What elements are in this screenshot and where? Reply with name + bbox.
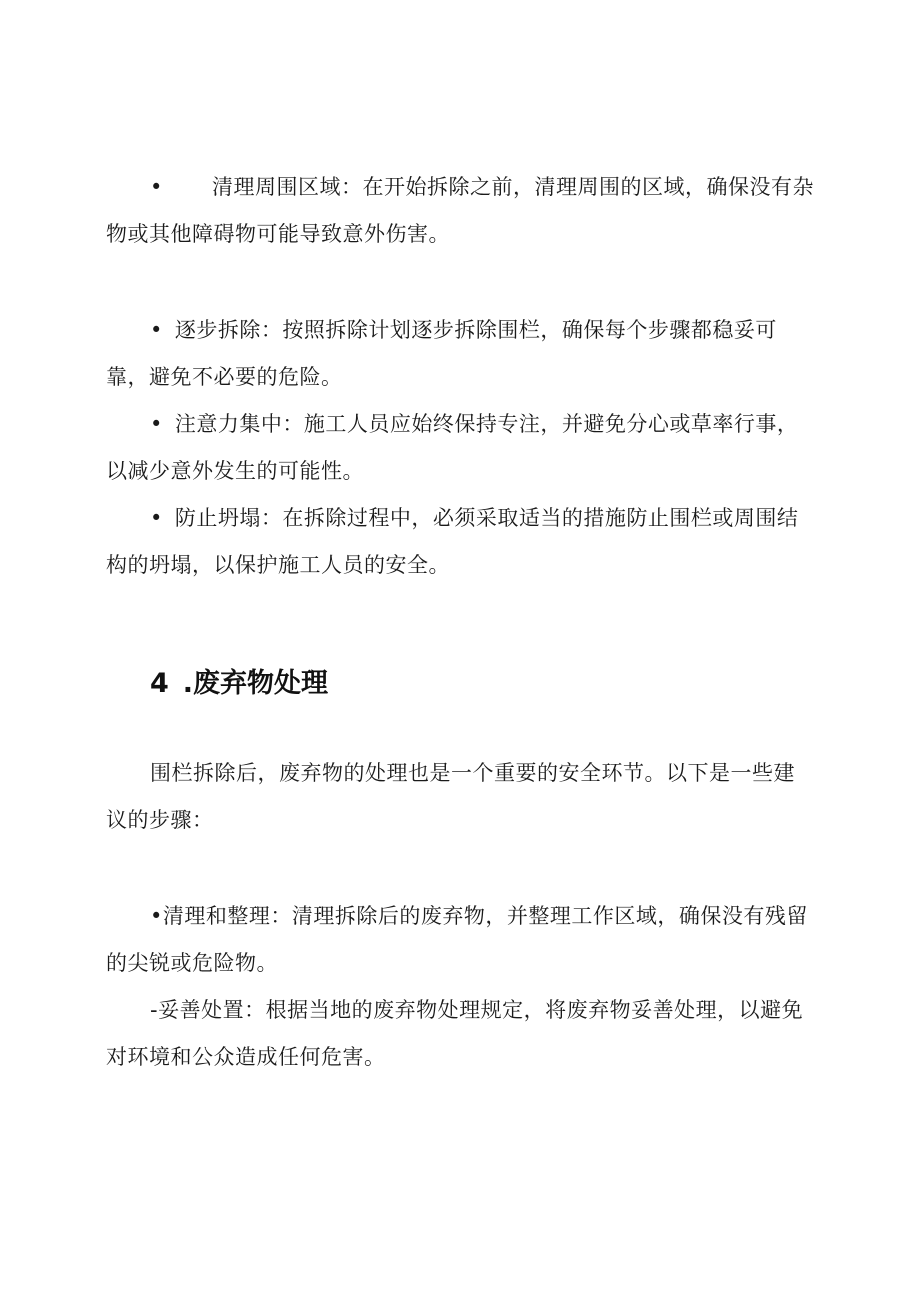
paragraph-text: 围栏拆除后，废弃物的处理也是一个重要的安全环节。以下是一些建 xyxy=(150,761,795,785)
list-item-continuation: 以减少意外发生的可能性。 xyxy=(106,459,364,483)
dash-icon: - xyxy=(150,998,159,1022)
list-item-continuation: 的尖锐或危险物。 xyxy=(106,951,278,975)
section-heading xyxy=(150,662,328,706)
list-item-text: 清理和整理：清理拆除后的废弃物，并整理工作区域，确保没有残留 xyxy=(162,904,808,928)
list-item-text: 逐步拆除：按照拆除计划逐步拆除围栏，确保每个步骤都稳妥可 xyxy=(174,318,777,342)
list-item xyxy=(106,495,820,589)
list-item-continuation: 构的坍塌，以保护施工人员的安全。 xyxy=(106,553,450,577)
bullet-icon: • xyxy=(150,175,163,199)
paragraph-continuation: 议的步骤： xyxy=(106,808,214,832)
list-item-continuation: 物或其他障碍物可能导致意外伤害。 xyxy=(106,222,450,246)
list-item-continuation: 对环境和公众造成任何危害。 xyxy=(106,1045,386,1069)
section-title: .废弃物处理 xyxy=(182,668,329,699)
paragraph-first-line xyxy=(106,750,820,797)
list-item-continuation: 靠，避免不必要的危险。 xyxy=(106,365,343,389)
bullet-icon: • xyxy=(150,318,163,342)
list-item-first-line xyxy=(106,987,820,1034)
bullet-icon: • xyxy=(150,904,163,928)
list-item-first-line xyxy=(106,401,820,448)
list-item xyxy=(106,307,820,401)
list-item-first-line xyxy=(106,893,820,940)
list-item-text: 清理周围区域：在开始拆除之前，清理周围的区域，确保没有杂 xyxy=(212,175,814,199)
list-item-first-line xyxy=(106,164,820,211)
list-item-text: 妥善处置：根据当地的废弃物处理规定，将废弃物妥善处理，以避免 xyxy=(158,998,804,1022)
bullet-icon: • xyxy=(150,412,163,436)
bullet-icon: • xyxy=(150,506,163,530)
intro-paragraph xyxy=(106,750,820,844)
list-item xyxy=(106,164,820,258)
list-item-first-line xyxy=(106,495,820,542)
list-item-text: 防止坍塌：在拆除过程中，必须采取适当的措施防止围栏或周围结 xyxy=(174,506,799,530)
list-item xyxy=(106,401,820,495)
list-item-first-line xyxy=(106,307,820,354)
section-number: 4 xyxy=(150,668,169,699)
list-item xyxy=(106,893,820,987)
list-item-text: 注意力集中：施工人员应始终保持专注，并避免分心或草率行事， xyxy=(174,412,799,436)
list-item xyxy=(106,987,820,1081)
